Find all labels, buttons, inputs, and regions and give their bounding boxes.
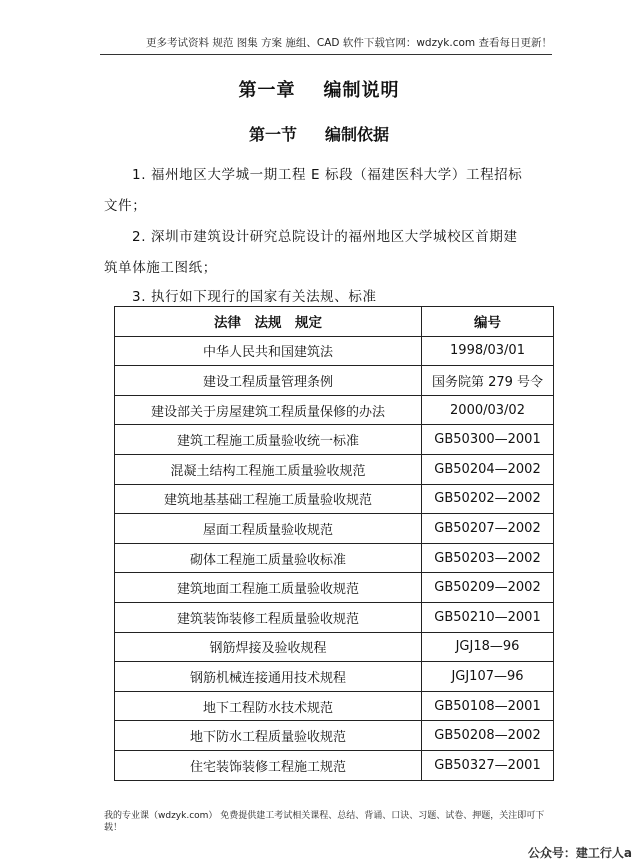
page-footer: 我的专业课（wdzyk.com） 免费提供建工考试相关课程、总结、背诵、口诀、习题、试卷、押题，关注即可下载！ xyxy=(104,811,545,833)
law-code-cell: GB50327—2001 xyxy=(422,750,554,780)
section-number: 第一节 xyxy=(248,125,297,144)
table-row xyxy=(115,721,554,751)
paragraph-1-line-1: 1. 福州地区大学城一期工程 E 标段（福建医科大学）工程招标 xyxy=(132,167,523,183)
law-name-cell: 地下工程防水技术规范 xyxy=(115,691,422,721)
law-code-cell: GB50108—2001 xyxy=(422,691,554,721)
table-row xyxy=(115,514,554,544)
law-name-cell: 建筑地基基础工程施工质量验收规范 xyxy=(115,484,422,514)
law-name-cell: 砌体工程施工质量验收标准 xyxy=(115,543,422,573)
table-row xyxy=(115,662,554,692)
law-name-cell: 建筑地面工程施工质量验收规范 xyxy=(115,573,422,603)
header-code: 编号 xyxy=(422,307,554,337)
chapter-title xyxy=(0,76,638,102)
regulations-table xyxy=(114,306,554,781)
table-row xyxy=(115,750,554,780)
table-row xyxy=(115,484,554,514)
page-header: 更多考试资料 规范 图集 方案 施组、CAD 软件下载官网：wdzyk.com 查看每日更新！ xyxy=(100,36,552,55)
paragraph-2-line-1: 2. 深圳市建筑设计研究总院设计的福州地区大学城校区首期建 xyxy=(132,229,518,245)
law-code-cell: GB50202—2002 xyxy=(422,484,554,514)
law-name-cell: 地下防水工程质量验收规范 xyxy=(115,721,422,751)
law-name-cell: 屋面工程质量验收规范 xyxy=(115,514,422,544)
law-name-cell: 钢筋焊接及验收规程 xyxy=(115,632,422,662)
law-code-cell: JGJ107—96 xyxy=(422,662,554,692)
header-law-name: 法律 法规 规定 xyxy=(115,307,422,337)
section-name: 编制依据 xyxy=(325,125,390,144)
law-code-cell: GB50300—2001 xyxy=(422,425,554,455)
paragraph-2 xyxy=(104,222,554,284)
law-name-cell: 混凝土结构工程施工质量验收规范 xyxy=(115,454,422,484)
table-body xyxy=(115,336,554,780)
law-code-cell: 2000/03/02 xyxy=(422,395,554,425)
table-row xyxy=(115,602,554,632)
paragraph-1-line-2: 文件； xyxy=(104,198,147,214)
table-row xyxy=(115,366,554,396)
table-row xyxy=(115,632,554,662)
table-row xyxy=(115,573,554,603)
law-name-cell: 建设工程质量管理条例 xyxy=(115,366,422,396)
table-header-row xyxy=(115,307,554,337)
chapter-number: 第一章 xyxy=(238,80,296,101)
law-name-cell: 中华人民共和国建筑法 xyxy=(115,336,422,366)
table-row xyxy=(115,395,554,425)
law-code-cell: GB50210—2001 xyxy=(422,602,554,632)
law-name-cell: 建筑工程施工质量验收统一标准 xyxy=(115,425,422,455)
law-code-cell: GB50208—2002 xyxy=(422,721,554,751)
law-name-cell: 住宅装饰装修工程施工规范 xyxy=(115,750,422,780)
section-title xyxy=(0,122,638,145)
law-name-cell: 建设部关于房屋建筑工程质量保修的办法 xyxy=(115,395,422,425)
table-row xyxy=(115,336,554,366)
law-code-cell: GB50209—2002 xyxy=(422,573,554,603)
chapter-name: 编制说明 xyxy=(323,80,400,101)
paragraph-1 xyxy=(104,160,554,222)
law-code-cell: GB50203—2002 xyxy=(422,543,554,573)
law-name-cell: 钢筋机械连接通用技术规程 xyxy=(115,662,422,692)
law-code-cell: JGJ18—96 xyxy=(422,632,554,662)
table-row xyxy=(115,691,554,721)
law-code-cell: GB50207—2002 xyxy=(422,514,554,544)
paragraph-3-line-1: 3. 执行如下现行的国家有关法规、标准 xyxy=(132,289,377,305)
law-code-cell: GB50204—2002 xyxy=(422,454,554,484)
table-row xyxy=(115,425,554,455)
table-row xyxy=(115,543,554,573)
law-code-cell: 1998/03/01 xyxy=(422,336,554,366)
paragraph-2-line-2: 筑单体施工图纸； xyxy=(104,260,217,276)
law-code-cell: 国务院第 279 号令 xyxy=(422,366,554,396)
watermark: 公众号：建工行人a xyxy=(527,846,632,860)
table-row xyxy=(115,454,554,484)
law-name-cell: 建筑装饰装修工程质量验收规范 xyxy=(115,602,422,632)
